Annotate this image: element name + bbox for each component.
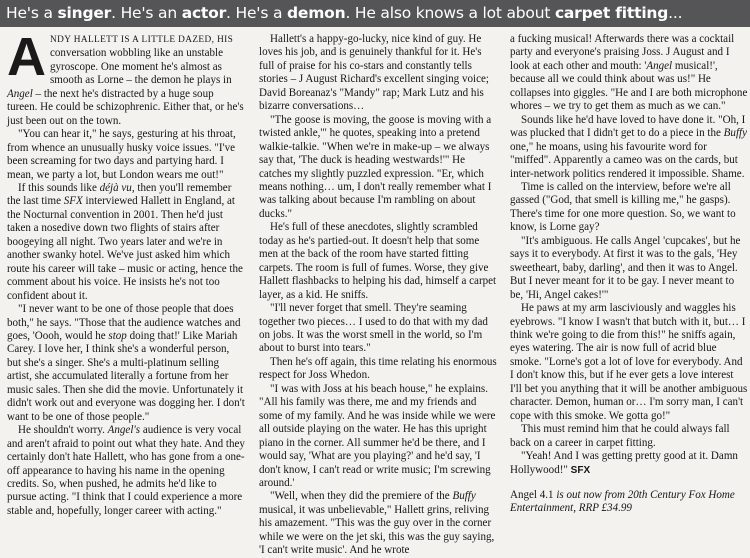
paragraph-text: musical, it was unbelievable," Hallett grins, reliving his amazement. "This was the guy over in the corner while we were on the jet ski, this was the guy saying, 'I can't write music'. And he wrote bbox=[259, 503, 495, 557]
emphasis: Buffy bbox=[452, 490, 476, 503]
headline-text-2: . He's an bbox=[111, 4, 182, 22]
sfx-signature: SFX bbox=[570, 464, 591, 476]
emphasis: Buffy bbox=[723, 127, 747, 140]
paragraph-text: He shouldn't worry. bbox=[18, 424, 108, 437]
headline-banner bbox=[0, 0, 750, 27]
paragraph-text: Sounds like he'd have loved to have done it. "Oh, I was plucked that I didn't get to do a piece in the bbox=[510, 113, 746, 140]
headline-demon: demon bbox=[286, 4, 346, 22]
paragraph: "I'll never forget that smell. They're seaming together two pieces… I used to do that with my dad on jobs. It was the worst smell in the world, so I'm about to burst into tears." bbox=[259, 302, 488, 355]
paragraph-text: – the next he's distracted by a huge soup tureen. He could be schizophrenic. Either that, or he's just been out on the town. bbox=[7, 87, 244, 127]
headline-carpet-fitting: carpet fitting bbox=[554, 4, 669, 22]
paragraph bbox=[259, 490, 499, 557]
paragraph-text: doing that!' Like Mariah Carey. I love her, I think she's a wonderful person, but she's a singer. She's a multi-platinum selling artist, she accumulated literally a fortune from her music sales. Then she did the movie. Unfortunately it didn't work out and everyone was dogging her. I don't want to be one of those people." bbox=[7, 329, 245, 423]
paragraph bbox=[510, 114, 748, 181]
paragraph-text: interviewed Hallett in England, at the Nocturnal convention in 2001. Then he'd just taken a nosedive down two flights of stairs after boogeying all night. Two years later and we're in another swanky hotel. We've just asked him which route his career will take – music or acting, hence the comment about his voice. He insists he's not too confident about it. bbox=[7, 195, 243, 302]
headline-text-3: . He's a bbox=[226, 4, 287, 22]
paragraph-text: "Well, when they did the premiere of the bbox=[270, 490, 453, 503]
paragraph: Then he's off again, this time relating his enormous respect for Joss Whedon. bbox=[259, 355, 497, 382]
paragraph-text: audience is very vocal and aren't afraid to point out what they hate. And they certainly don't hate Hallett, who has gone from a one-off appearance to having his name in the opening credits. So, when pushed, he admits he'd like to pursue acting. "I think that I could experience a more stable and, hopefully, longer career with acting." bbox=[7, 424, 245, 517]
paragraph-text: a fucking musical! Afterwards there was a cocktail party and everyone's praising Joss. J August and I look at each other and mouth: ' bbox=[510, 33, 735, 72]
headline-text-4: . He also knows a lot about bbox=[345, 4, 555, 22]
drop-cap: A bbox=[7, 27, 46, 87]
paragraph: "It's ambiguous. He calls Angel 'cupcakes', but he says it to everybody. At first it was to the gals, 'Hey sweetheart, baby, darling', and then it was to Angel. But I never meant for it to be gay. I never meant to be, 'Hi, Angel cakes!'" bbox=[510, 234, 741, 301]
release-credit bbox=[510, 489, 748, 516]
headline-actor: actor bbox=[181, 4, 227, 22]
paragraph-text: "I never want to be one of those people that does both," he says. "Those that the audience watches and goes, 'Oooh, would he bbox=[7, 303, 241, 342]
article-column-3 bbox=[510, 33, 748, 527]
paragraph: Time is called on the interview, before we're all gassed ("God, that smell is killing me," he gasps). There's time for one more question. So, we want to know, is Lorne gay? bbox=[510, 180, 736, 234]
emphasis: stop bbox=[108, 329, 127, 342]
headline-text-1: He's a bbox=[6, 4, 58, 22]
emphasis: Angel bbox=[7, 87, 33, 100]
credit-title: Angel 4.1 bbox=[510, 488, 554, 501]
paragraph-text: then you'll remember the last time bbox=[7, 181, 232, 208]
paragraph: "I was with Joss at his beach house," he explains. "All his family was there, me and my friends and some of my family. And he was inside while we were all outside playing on the water. He has this upright piano in the corner. All summer he'd be there, and I would say, 'What are you playing?' and he'd say, 'I don't know, I can't read or write music; I'm screwing around.' bbox=[259, 382, 496, 489]
paragraph bbox=[7, 303, 245, 424]
paragraph bbox=[510, 33, 748, 114]
paragraph bbox=[510, 450, 748, 477]
paragraph bbox=[7, 424, 245, 518]
article-column-2 bbox=[259, 33, 499, 557]
article-column-1 bbox=[7, 27, 245, 527]
lead-in: NDY HALLETT IS A LITTLE DAZED, HIS bbox=[50, 35, 234, 45]
paragraph: He's full of these anecdotes, slightly scrambled today as he's partied-out. It doesn't help that some men at the back of the room have started fitting carpets. The room is full of fumes. Worse, they give Hallett flashbacks to helping his dad, himself a carpet layer, as a kid. He sniffs. bbox=[259, 221, 497, 301]
paragraph: This must remind him that he could always fall back on a career in carpet fitting. bbox=[510, 423, 730, 449]
paragraph bbox=[7, 182, 245, 303]
paragraph bbox=[7, 27, 245, 128]
paragraph-text: one," he moans, using his favourite word for "miffed". Apparently a cameo was on the cards, but inter-network politics rendered it impossible. Shame. bbox=[510, 140, 745, 180]
paragraph-text: "Yeah! And I was getting pretty good at it. Damn Hollywood!" bbox=[510, 450, 738, 476]
paragraph: Hallett's a happy-go-lucky, nice kind of guy. He loves his job, and is genuinely thankful for it. He's full of praise for his co-stars and constantly tells stories – J August Richard's excellent singing voice; David Boreanaz's "Mandy" rap; Mark Lutz and his bizarre conversations… bbox=[259, 33, 489, 113]
paragraph: "You can hear it," he says, gesturing at his throat, from whence an unusually husky voice issues. "I've been screaming for two days and partying hard. I mean, we party a lot, but London wears me out!" bbox=[7, 128, 236, 181]
credit-details: is out now from 20th Century Fox Home Entertainment, RRP £34.99 bbox=[510, 488, 735, 515]
emphasis: déjà vu, bbox=[99, 181, 135, 194]
emphasis: Angel's bbox=[107, 424, 141, 437]
headline-ellipsis: ... bbox=[668, 4, 683, 22]
paragraph-text: If this sounds like bbox=[18, 181, 100, 194]
emphasis: Angel bbox=[646, 59, 673, 72]
paragraph-text: musical!', because all we could think about was us!" He collapses into giggles. "He and I are both microphone whores – we try to get them as much as we can." bbox=[510, 59, 748, 113]
paragraph: He paws at my arm lasciviously and waggles his eyebrows. "I know I wasn't that butch with it, but… I think we're going to die from this!" he sniffs again, eyes watering. The air is now full of acrid blue smoke. "Lorne's got a lot of love for everybody. And I don't know this, but if he ever gets a love interest I'll bet you anything that it will be another ambiguous character. Demon, human or… I'm sorry man, I can't cope with this smoke. We gotta go!" bbox=[510, 302, 748, 422]
paragraph-text: conversation wobbling like an unstable gyroscope. One moment he's almost as smooth as Lorne – the demon he plays in bbox=[50, 47, 232, 87]
emphasis: SFX bbox=[63, 195, 83, 208]
paragraph: "The goose is moving, the goose is moving with a twisted ankle,'" he quotes, speaking into a pretend walkie-talkie. "When we're in make-up – we always say that, 'The duck is heading westwards!'" He catches my slightly puzzled expression. "Er, which means nothing… um, I don't really remember what I was talking about because I'm rambling on about ducks." bbox=[259, 113, 492, 220]
headline-singer: singer bbox=[57, 4, 112, 22]
